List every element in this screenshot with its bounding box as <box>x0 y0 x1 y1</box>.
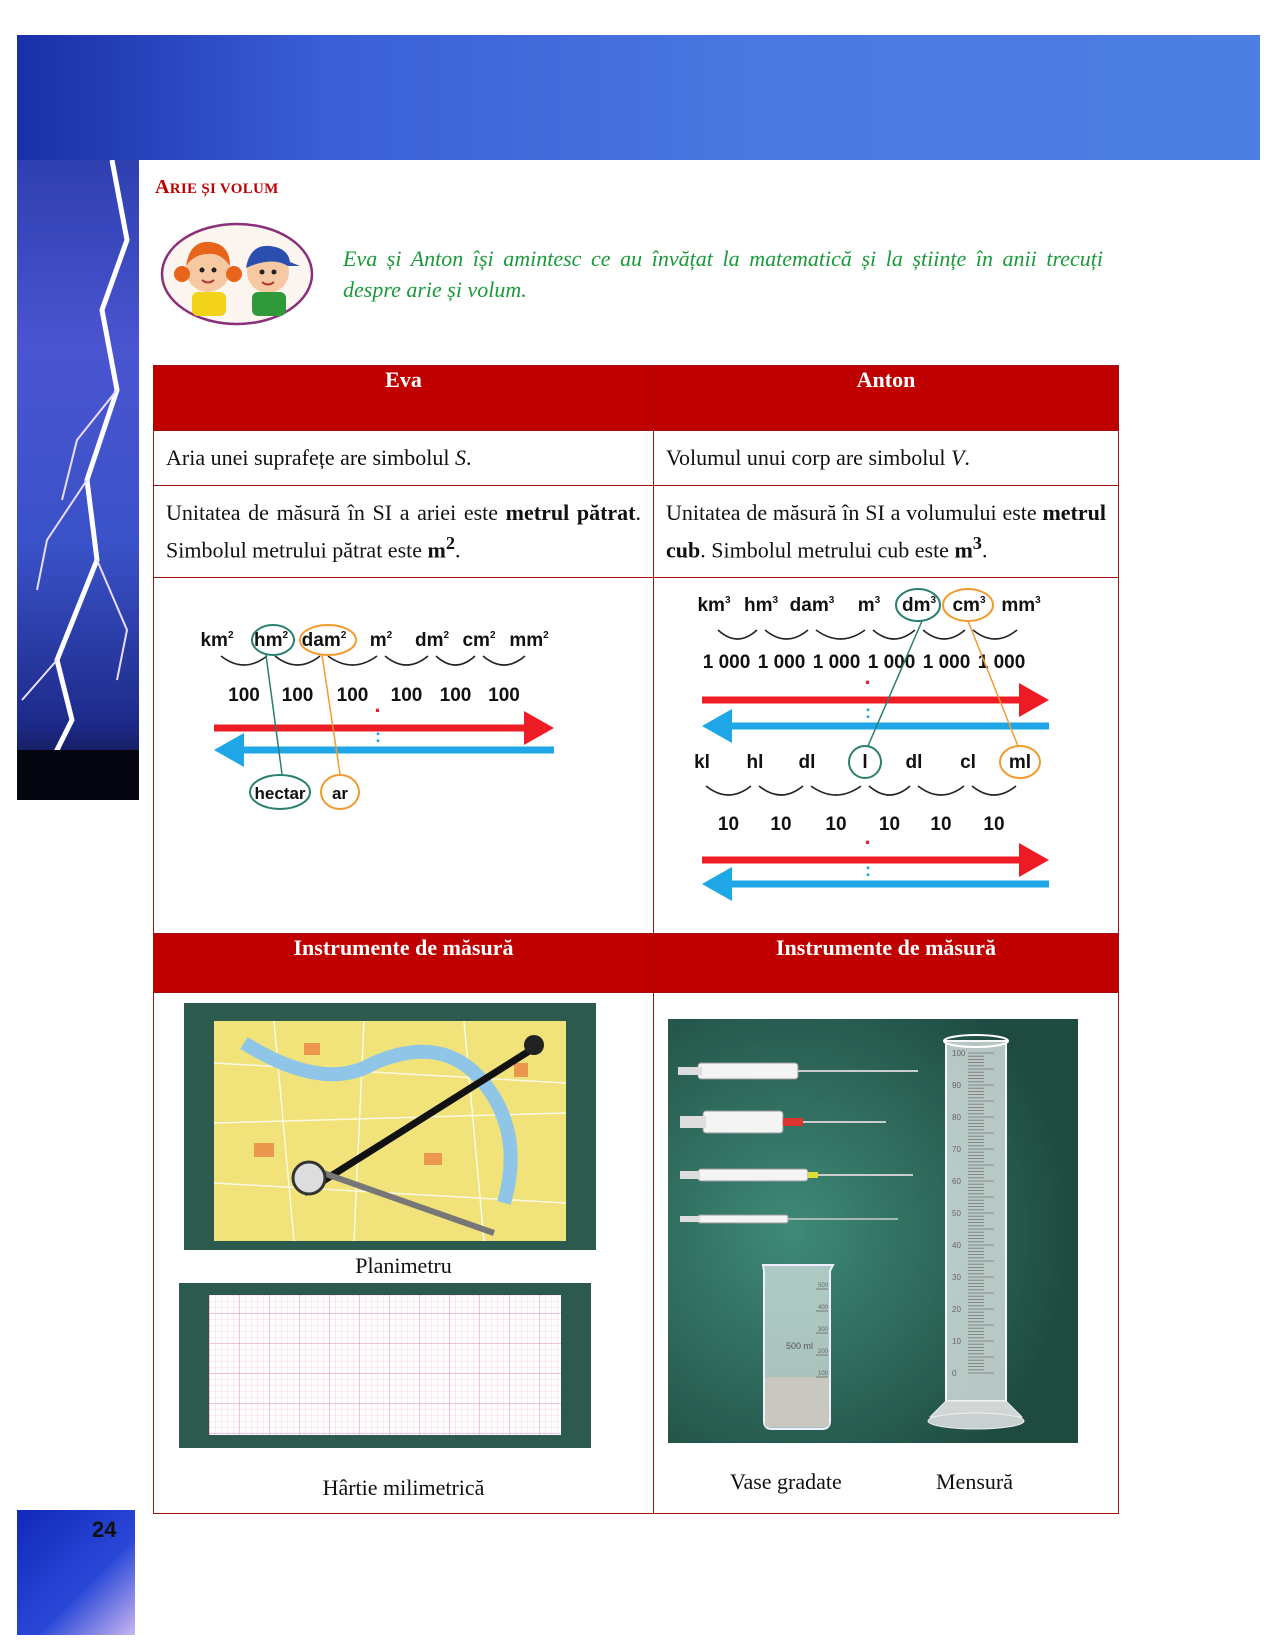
volume-step-arc <box>973 630 1017 639</box>
cylinder-scale-label: 60 <box>952 1177 961 1187</box>
volume-unit: $cm^3$ <box>952 595 986 617</box>
area-factor: 100 <box>281 685 314 707</box>
planimeter-image <box>184 1003 596 1250</box>
intro-text: Eva și Anton își amintesc ce au învățat la matematică și la științe în anii trecuți despre arie și volum. <box>343 246 1103 302</box>
area-unit-exponent: 2 <box>445 533 456 553</box>
header-banner <box>17 35 1260 160</box>
volume-unit-exponent: 3 <box>828 595 835 607</box>
volume-step-arc <box>718 630 757 639</box>
cylinder-scale-label: 70 <box>952 1145 961 1155</box>
area-unit-exponent: 2 <box>386 630 393 642</box>
volume-si-unit-cell: Unitatea de măsură în SI a volumului este metrul cub. Simbolul metrului cub este $m^3$. <box>654 486 1119 578</box>
page-number-box <box>17 1510 135 1635</box>
volume-unit-exponent: 3 <box>724 595 731 607</box>
hectar-label: hectar <box>254 784 306 804</box>
liquid-step-arc <box>972 786 1016 795</box>
area-factor: 100 <box>228 685 260 707</box>
graph-paper-caption: Hârtie milimetrică <box>322 1475 485 1501</box>
volume-divide-sign: : <box>865 702 871 723</box>
beaker-scale-label: 500 <box>818 1283 829 1290</box>
area-unit: $dm^2$ <box>414 630 450 652</box>
volume-divide-arrowhead <box>702 709 732 743</box>
area-unit: $km^2$ <box>200 630 234 652</box>
volume-step-arc <box>923 630 965 639</box>
area-unit: dam$^2$ <box>301 630 347 652</box>
graduated-vessels-image <box>668 1019 1078 1443</box>
beaker-scale-label: 100 <box>818 1371 829 1378</box>
volume-unit-exponent: 3 <box>874 595 881 607</box>
area-si-unit-name: metrul pătrat <box>505 500 636 525</box>
beaker-volume-label: 500 ml <box>786 1341 814 1352</box>
liquid-factor: 10 <box>825 814 847 836</box>
volume-unit-symbol: m <box>954 537 973 563</box>
cylinder-scale-label: 40 <box>952 1241 961 1251</box>
area-symbol-cell: Aria unei suprafețe are simbolul S. <box>154 431 654 486</box>
ar-leader <box>322 655 340 774</box>
volume-conversion-diagram <box>654 578 1118 928</box>
cylinder-scale-label: 10 <box>952 1337 961 1347</box>
cylinder-caption: Mensură <box>936 1469 1013 1495</box>
liquid-unit: kl <box>694 752 710 774</box>
volume-symbol-text: Volumul unui corp are simbolul <box>666 445 951 470</box>
area-si-unit-cell: Unitatea de măsură în SI a ariei este metrul pătrat. Simbolul metrului pătrat este $m^2$. <box>154 486 654 578</box>
area-step-arc <box>275 656 320 665</box>
area-factor: 100 <box>488 685 520 707</box>
cylinder-scale-label: 20 <box>952 1305 961 1315</box>
liquid-unit: dl <box>798 752 816 774</box>
instruments-header-left: Instrumente de măsură <box>154 934 654 993</box>
area-step-arc <box>221 656 267 665</box>
volume-unit-exponent: 3 <box>972 533 982 553</box>
liquid-unit: l <box>862 752 868 774</box>
liquid-factor: 10 <box>930 814 952 836</box>
beaker-scale-label: 200 <box>818 1349 829 1356</box>
area-unit: $cm^2$ <box>462 630 496 652</box>
area-unit-exponent: 2 <box>443 630 450 642</box>
hectar-leader <box>266 655 282 774</box>
area-step-arc <box>436 656 475 665</box>
liquid-multiply-arrowhead <box>1019 843 1049 877</box>
area-conversion-diagram <box>154 578 653 928</box>
section-title <box>155 176 279 199</box>
volume-si-text-2: . Simbolul metrului cub este <box>700 537 955 563</box>
area-unit-symbol: m <box>427 537 446 563</box>
lightning-sidebar-image <box>17 160 139 800</box>
volume-symbol: V <box>950 445 965 470</box>
volume-unit: dam$^3$ <box>789 595 835 617</box>
volume-factor: 1 000 <box>922 652 971 674</box>
volume-unit: $mm^3$ <box>1001 595 1041 617</box>
liquid-step-arc <box>811 786 861 795</box>
liquid-divide-sign: : <box>865 860 871 881</box>
area-symbol-text: Aria unei suprafețe are simbolul <box>166 445 455 470</box>
area-unit-exponent: 2 <box>489 630 496 642</box>
liquid-unit: cl <box>960 752 976 774</box>
volume-step-arc <box>765 630 808 639</box>
area-si-text-2: . Simbolul metrului pătrat este <box>166 500 641 563</box>
volume-unit: $hm^3$ <box>743 595 779 617</box>
volume-factor: 1 000 <box>812 652 861 674</box>
liquid-unit: dl <box>905 752 923 774</box>
volume-si-text: Unitatea de măsură în SI a volumului este <box>666 500 1043 525</box>
area-symbol: S <box>454 445 466 470</box>
volume-conversion-cell <box>654 578 1119 934</box>
volume-step-arc <box>873 630 915 639</box>
area-divide-sign: : <box>375 726 381 747</box>
eva-anton-illustration <box>160 222 315 327</box>
area-unit-exponent: 2 <box>543 630 549 642</box>
volume-factor: 1 000 <box>702 652 751 674</box>
area-conversion-cell <box>154 578 654 934</box>
area-si-text: Unitatea de măsură în SI a ariei este <box>166 500 506 525</box>
liquid-step-arc <box>759 786 803 795</box>
header-anton: Anton <box>654 366 1119 431</box>
volume-unit: $m^3$ <box>857 595 881 617</box>
planimeter-caption: Planimetru <box>355 1253 452 1279</box>
liquid-unit: hl <box>746 752 764 774</box>
area-step-arc <box>385 656 428 665</box>
instruments-header-right: Instrumente de măsură <box>654 934 1119 993</box>
volume-si-unit-name: metrul cub <box>666 500 1106 563</box>
lightning-bolt-illustration <box>17 160 139 800</box>
area-step-arc <box>483 656 525 665</box>
section-title-initial: A <box>155 176 170 198</box>
section-title-rest: RIE ȘI VOLUM <box>169 181 279 197</box>
volume-unit: $km^3$ <box>697 595 731 617</box>
cylinder-scale-label: 50 <box>952 1209 961 1219</box>
liquid-step-arc <box>869 786 910 795</box>
area-unit: $hm^2$ <box>253 630 289 652</box>
area-multiply-sign: · <box>374 698 382 724</box>
cylinder-scale-label: 0 <box>952 1369 957 1379</box>
liquid-divide-arrowhead <box>702 867 732 901</box>
liquid-factor: 10 <box>717 814 740 836</box>
beaker-scale-label: 400 <box>818 1305 829 1312</box>
area-unit-exponent: 2 <box>340 630 347 642</box>
beaker <box>763 1265 833 1429</box>
area-unit: $mm^2$ <box>509 630 549 652</box>
comparison-table <box>153 365 1119 1514</box>
volume-multiply-arrowhead <box>1019 683 1049 717</box>
area-step-arc <box>328 656 377 665</box>
graph-paper-image <box>179 1283 591 1448</box>
cylinder-scale-label: 100 <box>952 1049 966 1059</box>
area-unit-exponent: 2 <box>227 630 234 642</box>
cylinder-scale-label: 30 <box>952 1273 961 1283</box>
liquid-factor: 10 <box>770 814 792 836</box>
area-unit: $m^2$ <box>369 630 393 652</box>
liquid-factor: 10 <box>878 814 901 836</box>
volume-unit-exponent: 3 <box>930 595 937 607</box>
liquid-step-arc <box>918 786 964 795</box>
volume-unit-exponent: 3 <box>772 595 779 607</box>
page-number: 24 <box>92 1517 117 1542</box>
volume-instruments-cell <box>654 993 1119 1514</box>
area-instruments-cell <box>154 993 654 1514</box>
volume-step-arc <box>816 630 865 639</box>
liquid-multiply-sign: · <box>864 830 872 856</box>
volume-unit-exponent: 3 <box>1035 595 1041 607</box>
volume-multiply-sign: · <box>864 670 872 696</box>
graduated-vessels-caption: Vase gradate <box>730 1469 842 1495</box>
header-eva: Eva <box>154 366 654 431</box>
cylinder-scale-label: 90 <box>952 1081 961 1091</box>
liquid-unit: ml <box>1008 752 1032 774</box>
area-factor: 100 <box>390 685 423 707</box>
volume-factor: 1 000 <box>977 652 1026 674</box>
ar-label: ar <box>331 784 349 804</box>
volume-unit: $dm^3$ <box>901 595 937 617</box>
area-factor: 100 <box>439 685 472 707</box>
volume-factor: 1 000 <box>757 652 806 674</box>
volume-symbol-cell: Volumul unui corp are simbolul V. <box>654 431 1119 486</box>
area-factor: 100 <box>336 685 369 707</box>
liquid-factor: 10 <box>983 814 1005 836</box>
area-divide-arrowhead <box>214 733 244 767</box>
volume-unit-exponent: 3 <box>979 595 986 607</box>
area-multiply-arrowhead <box>524 711 554 745</box>
area-unit-exponent: 2 <box>282 630 289 642</box>
beaker-scale-label: 300 <box>818 1327 829 1334</box>
volume-factor: 1 000 <box>867 652 916 674</box>
cylinder-scale-label: 80 <box>952 1113 961 1123</box>
liquid-step-arc <box>706 786 751 795</box>
